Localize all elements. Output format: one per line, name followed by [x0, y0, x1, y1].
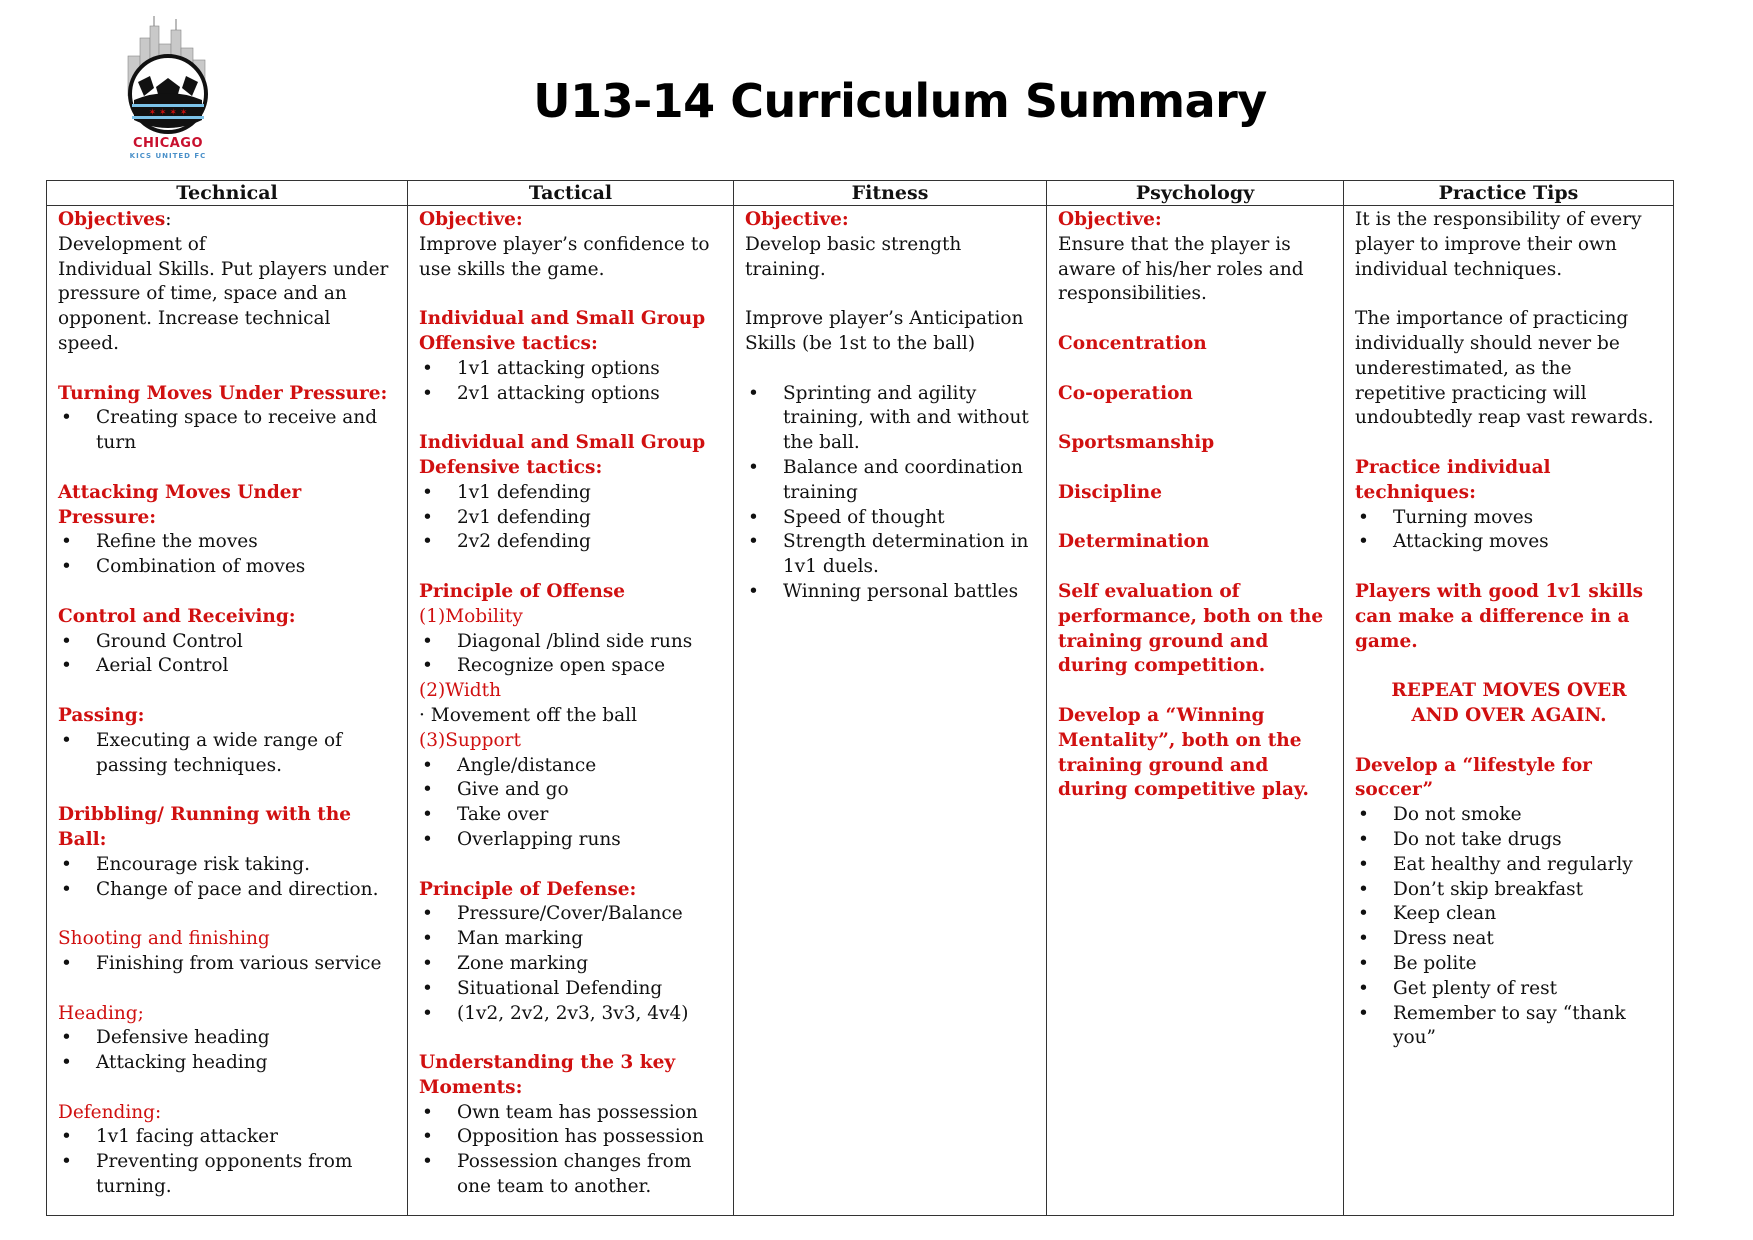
- list-item: • Combination of moves: [58, 555, 397, 580]
- psychology-objective-text: Ensure that the player is aware of his/her roles and responsibilities.: [1058, 233, 1304, 305]
- lifestyle-list: [1355, 803, 1663, 1051]
- mobility-list: [419, 630, 723, 680]
- technical-objectives-line1: Development of: [58, 233, 206, 255]
- page-title: U13-14 Curriculum Summary: [533, 74, 1267, 128]
- width-heading: (2)Width: [419, 680, 502, 702]
- cooperation-heading: Co-operation: [1058, 382, 1193, 404]
- list-item: • Defensive heading: [58, 1026, 397, 1051]
- dribbling-heading: Dribbling/ Running with the Ball:: [58, 804, 352, 850]
- list-item: • Be polite: [1355, 952, 1663, 977]
- turning-moves-heading: Turning Moves Under Pressure:: [58, 382, 388, 404]
- list-item: • 2v1 defending: [419, 506, 723, 531]
- list-item: • Sprinting and agility training, with and without the ball.: [745, 382, 1036, 456]
- lifestyle-heading: Develop a “lifestyle for soccer”: [1355, 754, 1592, 801]
- column-body-psychology: [1047, 206, 1343, 803]
- list-item: • Diagonal /blind side runs: [419, 630, 723, 655]
- mobility-heading: (1)Mobility: [419, 605, 523, 627]
- list-item: • Attacking moves: [1355, 530, 1663, 555]
- offensive-tactics-list: [419, 357, 723, 407]
- column-header-practice-tips: Practice Tips: [1344, 181, 1673, 206]
- list-item: • Winning personal battles: [745, 580, 1036, 605]
- passing-heading: Passing:: [58, 704, 145, 726]
- defending-list: [58, 1125, 397, 1199]
- list-item: • Get plenty of rest: [1355, 977, 1663, 1002]
- winning-mentality-text: Develop a “Winning Mentality”, both on the training ground and during competitive play.: [1058, 704, 1309, 801]
- fitness-objective-heading: Objective:: [745, 209, 849, 230]
- list-item: • Give and go: [419, 778, 723, 803]
- list-item: • Situational Defending: [419, 977, 723, 1002]
- support-heading: (3)Support: [419, 729, 521, 751]
- list-item: • Dress neat: [1355, 927, 1663, 952]
- principle-defense-list: [419, 902, 723, 1026]
- logo-text-club: KICS UNITED FC: [129, 152, 207, 160]
- list-item: • Man marking: [419, 927, 723, 952]
- list-item: • Keep clean: [1355, 902, 1663, 927]
- heading-heading: Heading;: [58, 1002, 144, 1024]
- list-item: • 1v1 attacking options: [419, 357, 723, 382]
- curriculum-table: [46, 180, 1674, 1216]
- control-receiving-heading: Control and Receiving:: [58, 605, 296, 627]
- column-body-tactical: [408, 206, 733, 1200]
- list-item: • Refine the moves: [58, 530, 397, 555]
- shooting-list: [58, 952, 397, 977]
- list-item: • Zone marking: [419, 952, 723, 977]
- technical-objectives-colon: :: [165, 209, 172, 230]
- list-item: • Executing a wide range of passing techniques.: [58, 729, 397, 779]
- self-evaluation-text: Self evaluation of performance, both on the training ground and during competition.: [1058, 580, 1324, 677]
- principle-defense-heading: Principle of Defense:: [419, 878, 637, 900]
- width-line: · Movement off the ball: [419, 704, 638, 726]
- list-item: • Take over: [419, 803, 723, 828]
- column-header-fitness: Fitness: [734, 181, 1046, 206]
- list-item: • Possession changes from one team to another.: [419, 1150, 723, 1200]
- list-item: • Encourage risk taking.: [58, 853, 397, 878]
- column-psychology: [1047, 181, 1344, 1215]
- list-item: • Own team has possession: [419, 1101, 723, 1126]
- list-item: • Recognize open space: [419, 654, 723, 679]
- column-fitness: [734, 181, 1047, 1215]
- passing-list: [58, 729, 397, 779]
- column-tactical: [408, 181, 734, 1215]
- psychology-objective-heading: Objective:: [1058, 209, 1162, 230]
- determination-heading: Determination: [1058, 531, 1210, 553]
- list-item: • Opposition has possession: [419, 1125, 723, 1150]
- list-item: • Pressure/Cover/Balance: [419, 902, 723, 927]
- repeat-moves-line1: REPEAT MOVES OVER: [1391, 680, 1627, 702]
- control-receiving-list: [58, 630, 397, 680]
- list-item: • Turning moves: [1355, 506, 1663, 531]
- tactical-objective-text: Improve player’s confidence to use skills the game.: [419, 233, 710, 280]
- list-item: • Do not take drugs: [1355, 828, 1663, 853]
- dribbling-list: [58, 853, 397, 903]
- attacking-moves-heading: Attacking Moves Under Pressure:: [58, 481, 302, 528]
- principle-offense-heading: Principle of Offense: [419, 580, 626, 602]
- list-item: • 2v2 defending: [419, 530, 723, 555]
- column-practice-tips: [1344, 181, 1673, 1215]
- technical-objectives-text: Individual Skills. Put players under pressure of time, space and an opponent. Increase technical speed.: [58, 258, 389, 354]
- list-item: • Remember to say “thank you”: [1355, 1002, 1663, 1052]
- technical-objectives-heading: Objectives: [58, 209, 166, 230]
- attacking-moves-list: [58, 530, 397, 580]
- heading-list: [58, 1026, 397, 1076]
- key-moments-list: [419, 1101, 723, 1200]
- fitness-list: [745, 382, 1036, 605]
- anticipation-text: Improve player’s Anticipation Skills (be 1st to the ball): [745, 308, 1024, 354]
- list-item: • Finishing from various service: [58, 952, 397, 977]
- discipline-heading: Discipline: [1058, 481, 1162, 503]
- tips-paragraph-1: It is the responsibility of every player to improve their own individual techniques.: [1355, 209, 1642, 280]
- list-item: • 2v1 attacking options: [419, 382, 723, 407]
- list-item: • Do not smoke: [1355, 803, 1663, 828]
- list-item: • Attacking heading: [58, 1051, 397, 1076]
- list-item: • Balance and coordination training: [745, 456, 1036, 506]
- tips-paragraph-2: The importance of practicing individually should never be underestimated, as the repetitive practicing will undoubtedly reap vast rewards.: [1355, 308, 1654, 429]
- list-item: • 1v1 defending: [419, 481, 723, 506]
- column-header-technical: Technical: [47, 181, 407, 206]
- list-item: • Eat healthy and regularly: [1355, 853, 1663, 878]
- list-item: • Don’t skip breakfast: [1355, 878, 1663, 903]
- list-item: • Overlapping runs: [419, 828, 723, 853]
- logo-text-chicago: CHICAGO: [132, 136, 204, 151]
- shooting-heading: Shooting and finishing: [58, 928, 270, 950]
- fitness-objective-text: Develop basic strength training.: [745, 233, 962, 280]
- defensive-tactics-heading: Individual and Small Group Defensive tactics:: [419, 432, 706, 478]
- column-header-tactical: Tactical: [408, 181, 733, 206]
- key-moments-heading: Understanding the 3 key Moments:: [419, 1052, 676, 1098]
- offensive-tactics-heading: Individual and Small Group Offensive tactics:: [419, 308, 706, 354]
- list-item: • Speed of thought: [745, 506, 1036, 531]
- list-item: • Creating space to receive and turn: [58, 406, 397, 456]
- list-item: • Strength determination in 1v1 duels.: [745, 530, 1036, 580]
- technical-objectives: [58, 208, 397, 233]
- list-item: • Change of pace and direction.: [58, 878, 397, 903]
- sportsmanship-heading: Sportsmanship: [1058, 432, 1215, 454]
- list-item: • 1v1 facing attacker: [58, 1125, 397, 1150]
- list-item: • Ground Control: [58, 630, 397, 655]
- good-1v1-text: Players with good 1v1 skills can make a difference in a game.: [1355, 580, 1644, 652]
- list-item: • Aerial Control: [58, 654, 397, 679]
- turning-moves-list: [58, 406, 397, 456]
- column-body-fitness: [734, 206, 1046, 605]
- column-technical: [47, 181, 408, 1215]
- tactical-objective-heading: Objective:: [419, 209, 523, 230]
- skyline-soccer-ball-icon: [118, 16, 218, 136]
- practice-techniques-heading: Practice individual techniques:: [1355, 456, 1551, 503]
- column-body-technical: [47, 206, 407, 1200]
- support-list: [419, 754, 723, 853]
- club-logo: [118, 16, 218, 166]
- list-item: • Angle/distance: [419, 754, 723, 779]
- practice-techniques-list: [1355, 506, 1663, 556]
- repeat-moves-line2: AND OVER AGAIN.: [1411, 704, 1607, 726]
- defensive-tactics-list: [419, 481, 723, 555]
- list-item: • Preventing opponents from turning.: [58, 1150, 397, 1200]
- defending-heading: Defending:: [58, 1101, 162, 1123]
- column-header-psychology: Psychology: [1047, 181, 1343, 206]
- concentration-heading: Concentration: [1058, 332, 1207, 354]
- column-body-practice-tips: [1344, 206, 1673, 1051]
- list-item: • (1v2, 2v2, 2v3, 3v3, 4v4): [419, 1002, 723, 1027]
- flag-stars-icon: ✶ ✶ ✶ ✶: [148, 108, 188, 118]
